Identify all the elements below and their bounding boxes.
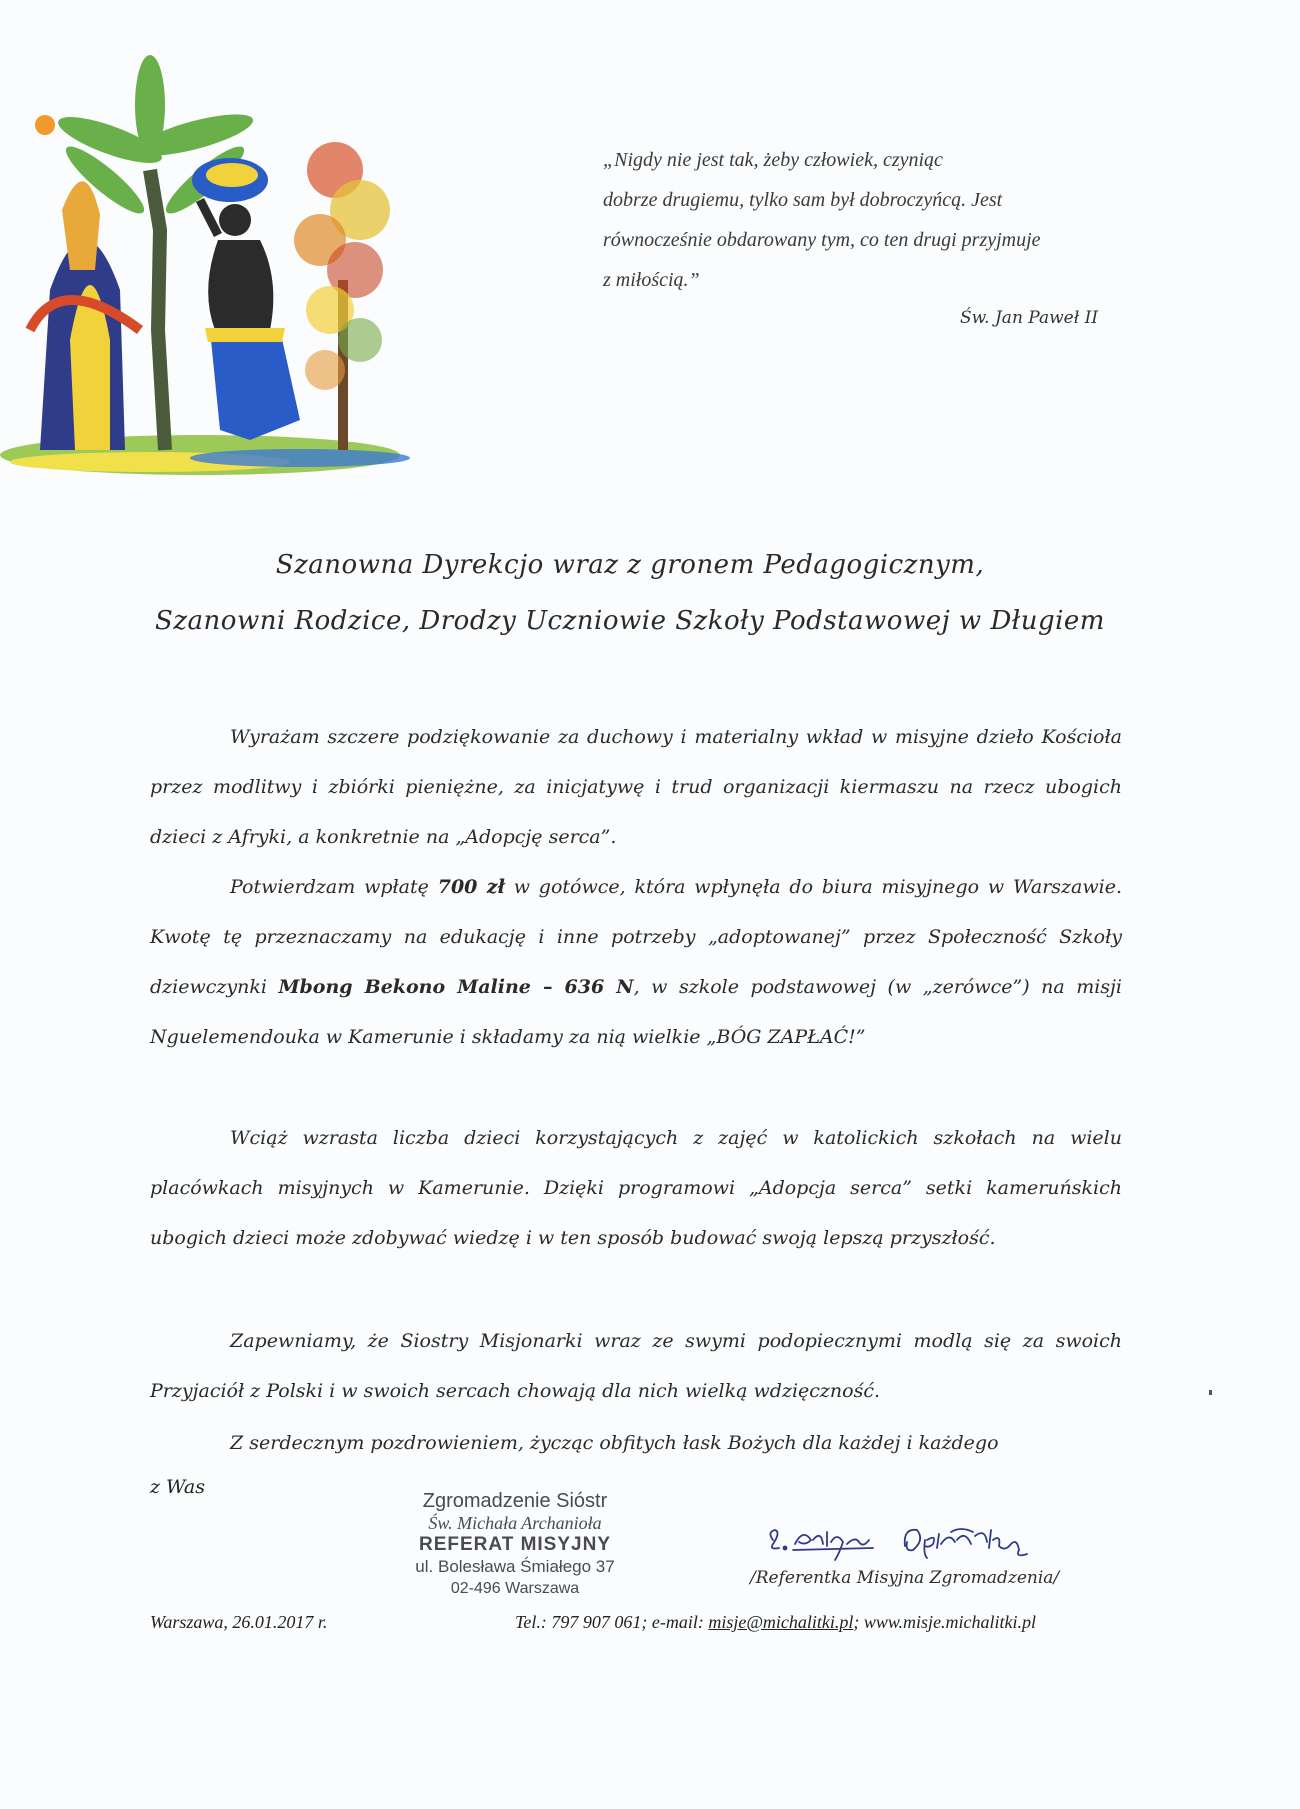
organization-stamp [390, 1490, 640, 1600]
contact-website[interactable]: www.misje.michalitki.pl [863, 1612, 1037, 1632]
signatory-role: /Referentka Misyjna Zgromadzenia/ [750, 1568, 1060, 1588]
contact-info [515, 1612, 1036, 1633]
contact-email-link[interactable]: misje@michalitki.pl [708, 1612, 854, 1632]
paragraph-donation [150, 862, 1122, 1062]
paragraph-education: Wciąż wzrasta liczba dzieci korzystających z zajęć w katolickich szkołach na wielu placówkach misyjnych w Kamerunie. Dzięki programowi „Adopcja serca” setki kameruńskich ubogich dzieci może zdobywać wiedzę i w ten sposób budować swoją lepszą przyszłość. [150, 1127, 1122, 1249]
paragraph-thanks: Wyrażam szczere podziękowanie za duchowy i materialny wkład w misyjne dzieło Kościoła przez modlitwy i zbiórki pieniężne, za inicjatywę i trud organizacji kiermaszu na rzecz ubogich dzieci z Afryki, a konkretnie na „Adopcję serca”. [150, 726, 1122, 848]
palm-trunk [150, 170, 165, 450]
letter-date: Warszawa, 26.01.2017 r. [150, 1612, 328, 1632]
quote-line: dobrze drugiemu, tylko sam był dobroczyńcą. Jest [603, 189, 1003, 211]
paragraph-closing: Z serdecznym pozdrowieniem, życząc obfitych łask Bożych dla każdej i każdego [230, 1432, 999, 1454]
stamp-line-2: Św. Michała Archanioła [428, 1513, 602, 1533]
greeting-line-2: Szanowni Rodzice, Drodzy Uczniowie Szkoły Podstawowej w Długiem [155, 606, 1105, 636]
stamp-line-1: Zgromadzenie Sióstr [422, 1490, 608, 1512]
paragraph-prayer: Zapewniamy, że Siostry Misjonarki wraz ze swymi podopiecznymi modlą się za swoich Przyjaciół z Polski i w swoich sercach chowają dla nich wielką wdzięczność. [150, 1330, 1122, 1402]
donation-text-c: , w szkole podstawowej (w „zerówce”) na misji Nguelemendouka w Kamerunie i składamy za nią wielkie „BÓG ZAPŁAĆ!” [150, 976, 1123, 1048]
basket-fruit [206, 163, 258, 187]
donation-text-b: w gotówce, która wpłynęła do biura misyjnego w Warszawie. Kwotę tę przeznaczamy na edukację i inne potrzeby „adoptowanej” przez Społeczność Szkoły dziewczynki [150, 876, 1122, 998]
ink-speck [1209, 1390, 1212, 1395]
stamp-line-4: ul. Bolesława Śmiałego 37 [415, 1557, 615, 1576]
contact-separator: ; [853, 1612, 864, 1632]
woman-skirt [210, 330, 300, 440]
quote-author: Św. Jan Paweł II [960, 308, 1099, 328]
opening-quote [603, 140, 1123, 300]
flower [35, 115, 55, 135]
autumn-tree [294, 142, 390, 450]
painting-svg [0, 30, 450, 480]
closing-z-was: z Was [150, 1476, 206, 1498]
handwritten-signature [765, 1510, 1055, 1570]
stamp-line-3: REFERAT MISYJNY [418, 1534, 611, 1555]
quote-line: z miłością.” [603, 269, 700, 291]
adopted-child-name: Mbong Bekono Maline – 636 N [278, 976, 634, 998]
donation-amount: 700 zł [437, 876, 505, 898]
quote-line: równocześnie obdarowany tym, co ten drugi przyjmuje [603, 229, 1041, 251]
woman-head [219, 204, 251, 236]
contact-phone: Tel.: 797 907 061; e-mail: [515, 1612, 709, 1632]
quote-line: „Nigdy nie jest tak, żeby człowiek, czyniąc [603, 149, 943, 171]
signature-svg [765, 1510, 1055, 1570]
stamp-line-5: 02-496 Warszawa [450, 1580, 580, 1597]
greeting-line-1: Szanowna Dyrekcjo wraz z gronem Pedagogicznym, [275, 550, 985, 580]
woman-belt [205, 328, 285, 342]
african-painting-illustration [0, 30, 450, 480]
woman-torso [208, 240, 273, 330]
woman-arm [200, 200, 218, 235]
donation-text-a: Potwierdzam wpłatę [230, 876, 438, 898]
ground-water [190, 449, 410, 467]
